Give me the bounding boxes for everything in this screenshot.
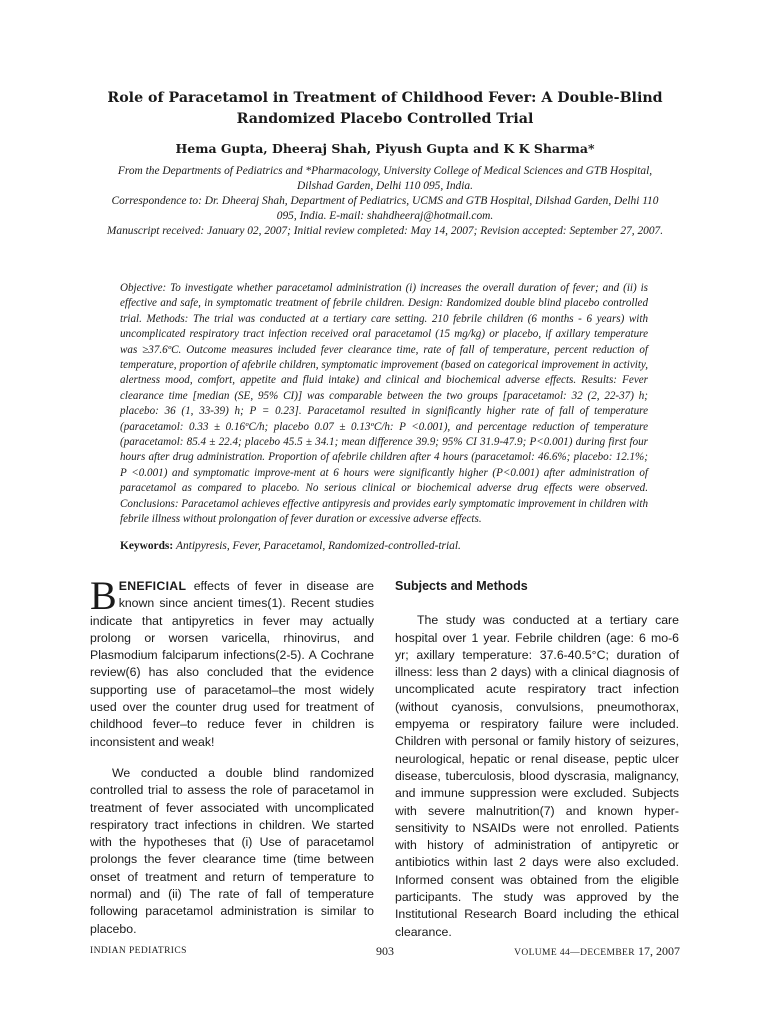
page-footer <box>90 944 680 960</box>
intro-paragraph <box>90 573 374 751</box>
keywords-label: Keywords: <box>120 540 174 552</box>
article-title-line1: Role of Paracetamol in Treatment of Childhood Fever: A Double-Blind <box>107 90 663 106</box>
volume-label: VOLUME 44—DECEMBER <box>514 948 635 958</box>
manuscript-dates: Manuscript received: January 02, 2007; Initial review completed: May 14, 2007; Revision accepted: September 27, 2007. <box>106 225 664 237</box>
correspondence: Correspondence to: Dr. Dheeraj Shah, Department of Pediatrics, UCMS and GTB Hospital, Dilshad Garden, Delhi 110 095, India. E-mail: shahdheeraj@hotmail.com. <box>111 195 659 222</box>
article-title <box>80 88 690 130</box>
volume-date: 17, 2007 <box>635 944 680 958</box>
keywords <box>120 540 648 552</box>
author-list: Hema Gupta, Dheeraj Shah, Piyush Gupta and K K Sharma* <box>175 141 595 156</box>
abstract: Objective: To investigate whether paracetamol administration (i) increases the overall duration of fever; and (ii) is effective and safe, in symptomatic treatment of febrile children. Design: Randomized double blind placebo controlled trial. Methods: The trial was conducted at a tertiary care setting. 210 febrile children (6 months - 6 years) with uncomplicated respiratory tract infection received oral paracetamol (15 mg/kg) or placebo, if axillary temperature was ≥37.6ºC. Outcome measures included fever clearance time, rate of fall of temperature, percent reduction of temperature, proportion of afebrile children, symptomatic improvement (based on categorical improvement in activity, alertness mood, comfort, appetite and fluid intake) and clinical and biochemical adverse effects. Results: Fever clearance time [median (SE, 95% CI)] was comparable between the two groups [paracetamol: 32 (2, 22-37) h; placebo: 36 (1, 33-39) h; P = 0.23]. Paracetamol resulted in significantly higher rate of fall of temperature (paracetamol: 0.33 ± 0.16ºC/h; placebo 0.07 ± 0.13ºC/h: P <0.001), and percentage reduction of temperature (paracetamol: 85.4 ± 22.4; placebo 45.5 ± 34.1; mean difference 39.9; 95% CI 31.9-47.9; P<0.001) during first four hours after drug administration. Proportion of afebrile children after 4 hours (paracetamol: 46.6%; placebo: 12.1%; P <0.001) and symptomatic improve-ment at 6 hours were significantly higher (P<0.001) after administration of paracetamol as compared to placebo. No serious clinical or biochemical adverse drug effects were observed. Conclusions: Paracetamol achieves effective antipyresis and provides early symptomatic improvement in children with febrile illness without prolongation of fever duration or excessive adverse effects. <box>120 282 648 526</box>
drop-cap: B <box>90 573 117 618</box>
left-column <box>90 573 374 938</box>
intro-lead-word: ENEFICIAL <box>118 579 187 593</box>
methods-paragraph: The study was conducted at a tertiary care hospital over 1 year. Febrile children (age: 6 mo-6 yr; axillary temperature: 37.6-40.5°C; duration of illness: less than 2 days) with a clinical diagnosis of uncomplicated acute respiratory tract infection (without cyanosis, convulsions, pneumothorax, empyema or respiratory failure were included. Children with personal or family history of seizures, neurological, hepatic or renal disease, peptic ulcer disease, tuberculosis, blood dyscrasia, malignancy, and immune suppression were excluded. Subjects with severe malnutrition(7) and known hyper-sensitivity to NSAIDs were not enrolled. Patients with history of administration of antipyretic or antibiotics within last 2 days were also excluded. Informed consent was obtained from the eligible participants. The study was approved by the Institutional Research Board including the ethical clearance. <box>395 613 679 939</box>
journal-name: INDIAN PEDIATRICS <box>90 946 187 956</box>
hypothesis-paragraph: We conducted a double blind randomized controlled trial to assess the role of paracetamol in treatment of fever associated with uncomplicated respiratory tract infections in children. We started with the hypotheses that (i) Use of paracetamol prolongs the fever clearance time (time between onset of treatment and return of temperature to normal) and (ii) The rate of fall of temperature following paracetamol administration is similar to placebo. <box>90 765 374 936</box>
page-number: 903 <box>376 944 394 958</box>
intro-paragraph-text: effects of fever in disease are known since ancient times(1). Recent studies indicate that antipyretics in fever may actually prolong or worsen varicella, rhinovirus, and Plasmodium falciparum infections(2-5). A Cochrane review(6) has also concluded that the evidence supporting use of paracetamol–the most widely used over the counter drug used for treatment of childhood fever–to reduce fever in children is inconsistent and weak! <box>90 579 374 749</box>
right-column <box>395 578 679 941</box>
volume-issue <box>514 944 680 959</box>
affiliation: From the Departments of Pediatrics and *Pharmacology, University College of Medical Sciences and GTB Hospital, Dilshad Garden, Delhi 110 095, India. <box>117 165 653 192</box>
author-affiliations <box>105 164 665 239</box>
keywords-text: Antipyresis, Fever, Paracetamol, Randomized-controlled-trial. <box>176 540 461 552</box>
article-title-line2: Randomized Placebo Controlled Trial <box>236 111 534 127</box>
section-heading: Subjects and Methods <box>395 579 528 593</box>
